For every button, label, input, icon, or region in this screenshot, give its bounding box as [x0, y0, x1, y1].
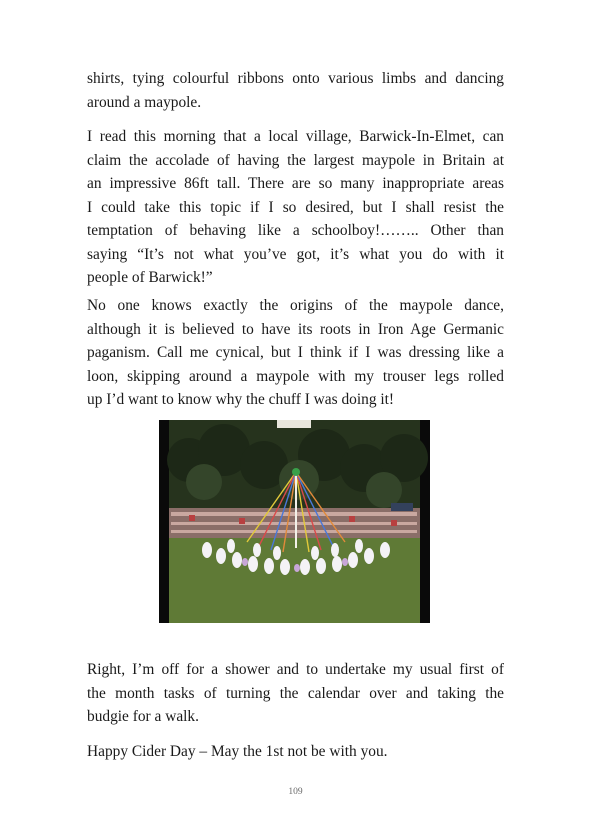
- text-line: around a maypole.: [87, 93, 202, 111]
- text-line: up I’d want to know why the chuff I was doing it!: [87, 391, 395, 408]
- page-number: 109: [288, 787, 303, 797]
- text-line: No one knows exactly the origins of the maypole dance,: [87, 297, 504, 314]
- text-line: Happy Cider Day – May the 1st not be with you.: [87, 743, 388, 760]
- paragraph-4: [87, 658, 504, 729]
- text-line: I read this morning that a local village, Barwick-In-Elmet, can: [87, 128, 504, 145]
- text-line: the month tasks of turning the calendar over and taking the: [87, 684, 504, 702]
- text-line: I could take this topic if I so desired, but I shall resist the: [87, 198, 504, 216]
- paragraph-3: [87, 294, 504, 412]
- text-line: temptation of behaving like a schoolboy!…….. Other than: [87, 222, 504, 239]
- sky-patch: [277, 420, 311, 428]
- paragraph-1: [87, 67, 504, 114]
- text-line: Right, I’m off for a shower and to undertake my usual first of: [87, 661, 504, 678]
- maypole-dance-photo: [159, 420, 430, 623]
- text-line: an impressive 86ft tall. There are so many inappropriate areas: [87, 175, 504, 192]
- text-line: paganism. Call me cynical, but I think if I was dressing like a: [87, 344, 504, 361]
- text-line: saying “It’s not what you’ve got, it’s what you do with it: [87, 245, 504, 263]
- maypole-dance-illustration: [159, 420, 430, 623]
- text-line: people of Barwick!”: [87, 269, 213, 286]
- text-line: shirts, tying colourful ribbons onto various limbs and dancing: [87, 70, 504, 87]
- paragraph-2: [87, 125, 504, 290]
- text-line: budgie for a walk.: [87, 708, 199, 725]
- text-line: loon, skipping around a maypole with my trouser legs rolled: [87, 367, 504, 385]
- paragraph-5: [87, 740, 504, 764]
- text-line: claim the accolade of having the largest maypole in Britain at: [87, 151, 504, 169]
- text-line: although it is believed to have its roots in Iron Age Germanic: [87, 320, 504, 338]
